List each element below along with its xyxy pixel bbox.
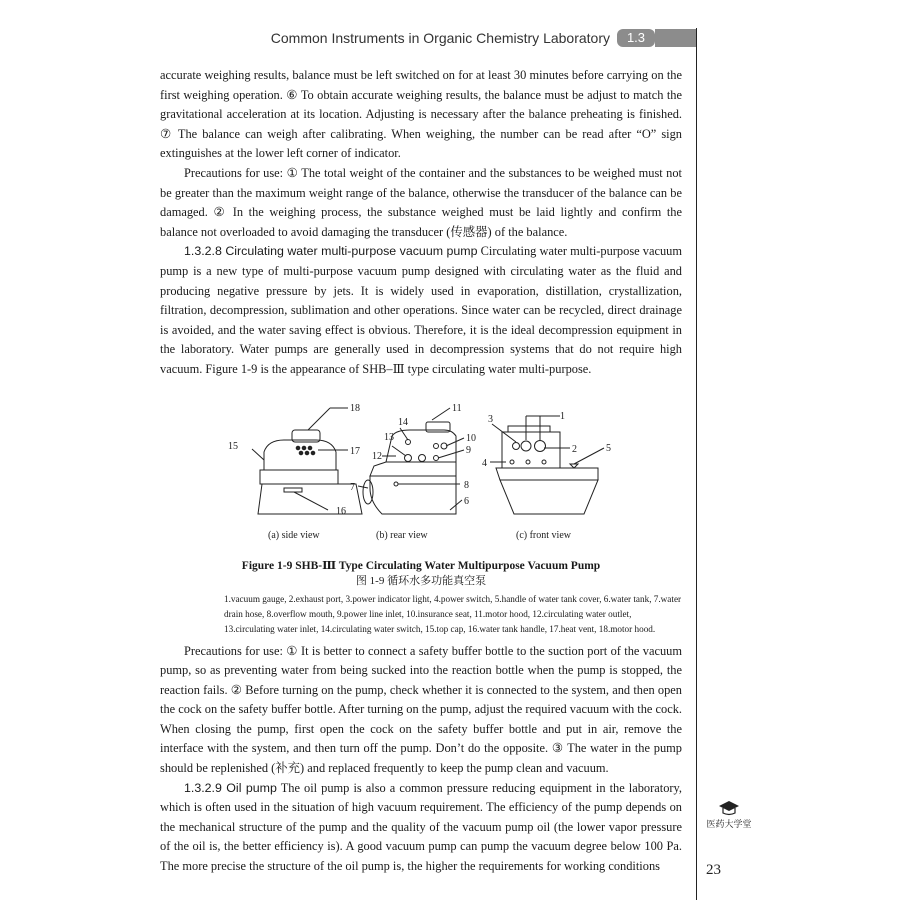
view-label-side: (a) side view (268, 529, 320, 541)
figure-1-9 (160, 402, 682, 642)
running-header (0, 28, 900, 50)
figure-legend: 1.vacuum gauge, 2.exhaust port, 3.power indicator light, 4.power switch, 5.handle of water tank cover, 6.water tank, 7.water drain hose, 8.overflow mouth, 9.power line inlet, 10.insurance seat, 11.motor hood, 12.circulating water outlet, 13.circulating water inlet, 14.circulating water switch, 15.top cap, 16.water tank handle, 17.heat vent, 18.motor hood. (224, 593, 682, 635)
header-title: Common Instruments in Organic Chemistry Laboratory (270, 30, 610, 46)
callout-4: 4 (482, 457, 487, 469)
pump-diagram (160, 402, 682, 562)
header-bar (655, 29, 697, 47)
section-text-oil-pump: The oil pump is also a common pressure reducing equipment in the laboratory, which is often used in the situation of high vacuum requirement. The efficiency of the pump depends on the mechanical structure of the pump and the quality of the vacuum pump oil (the lower vapor pressure of the oil is, the better efficiency is). A good vacuum pump can pump the vacuum degree below 100 Pa. The more precise the structure of the oil pump is, the higher the requirements for working conditions (160, 780, 682, 874)
callout-12: 12 (372, 450, 382, 462)
callout-9: 9 (466, 444, 471, 456)
callout-6: 6 (464, 495, 469, 507)
callout-16: 16 (336, 505, 346, 517)
paragraph-balance-precautions: Precautions for use: ① The total weight of the container and the substances to be weighed must not be greater than the maximum weight range of the balance, otherwise the transducer of the balance can be damaged. ② In the weighing process, the substance weighed must be laid lightly and confirm the balance not overloaded to avoid damaging the transducer (传感器) of the balance. (160, 165, 682, 239)
callout-18: 18 (350, 402, 360, 414)
section-oil-pump (160, 779, 682, 877)
callout-13: 13 (384, 431, 394, 443)
callout-8: 8 (464, 479, 469, 491)
section-heading-vacuum-pump: 1.3.2.8 Circulating water multi-purpose vacuum pump (184, 244, 478, 259)
callout-15: 15 (228, 440, 238, 452)
page-body (160, 66, 682, 877)
section-text-vacuum-pump: Circulating water multi-purpose vacuum pump is a new type of multi-purpose vacuum pump designed with circulating water as the fluid and producing negative pressure by jets. It is widely used in evaporation, distillation, crystallization, filtration, decompression, sublimation and other operations. Since water can be recycled, direct drainage is avoided, and the water saving effect is obvious. Therefore, it is the ideal decompression equipment in the laboratory. Water pumps are generally used in decompression systems that do not require high vacuum. Figure 1-9 is the appearance of SHB–Ⅲ type circulating water multi-purpose. (160, 244, 682, 376)
callout-3: 3 (488, 413, 493, 425)
pump-side-view (252, 408, 362, 514)
callout-14: 14 (398, 416, 408, 428)
figure-caption: Figure 1-9 SHB-Ⅲ Type Circulating Water Multipurpose Vacuum Pump (241, 559, 601, 572)
section-vacuum-pump (160, 242, 682, 379)
graduation-cap-icon (717, 800, 741, 816)
callout-7: 7 (350, 481, 355, 493)
margin-rule (696, 28, 697, 900)
section-chip: 1.3 (617, 29, 655, 47)
callout-17: 17 (350, 445, 360, 457)
pump-front-view (488, 413, 604, 514)
callout-5: 5 (606, 442, 611, 454)
section-heading-oil-pump: 1.3.2.9 Oil pump (184, 780, 277, 795)
figure-caption-cn: 图 1-9 循环水多功能真空泵 (355, 574, 487, 587)
view-label-front: (c) front view (516, 529, 571, 541)
paragraph-pump-precautions: Precautions for use: ① It is better to connect a safety buffer bottle to the suction port of the vacuum pump, so as preventing water from being sucked into the reaction bottle when the pump is stopped, the reaction fails. ② Before turning on the pump, check whether it is connected to the system, and then open the cock on the safety buffer bottle. After turning on the pump, adjust the required vacuum with the cock. When closing the pump, first open the cock on the safety buffer bottle and put in air, remove the interface with the system, and then turn off the pump. Don’t do the opposite. ③ The water in the pump should be replenished (补充) and replaced frequently to keep the pump clean and vacuum. (160, 643, 682, 776)
callout-1: 1 (560, 410, 565, 422)
page-number: 23 (706, 862, 721, 878)
paragraph-balance-usage: accurate weighing results, balance must be left switched on for at least 30 minutes before carrying on the first weighing operation. ⑥ To obtain accurate weighing results, the balance must be adjust to match the gravitational acceleration at its location. Adjusting is necessary after the balance preheating is finished. ⑦ The balance can weigh after calibrating. When weighing, the number can be read after “O” sign extinguishes at the lower left corner of indicator. (160, 68, 682, 161)
publisher-logo (704, 800, 754, 840)
logo-text: 医药大学堂 (706, 819, 752, 829)
callout-2: 2 (572, 443, 577, 455)
callout-11: 11 (452, 402, 462, 414)
view-label-rear: (b) rear view (376, 529, 428, 541)
callout-10: 10 (466, 432, 476, 444)
